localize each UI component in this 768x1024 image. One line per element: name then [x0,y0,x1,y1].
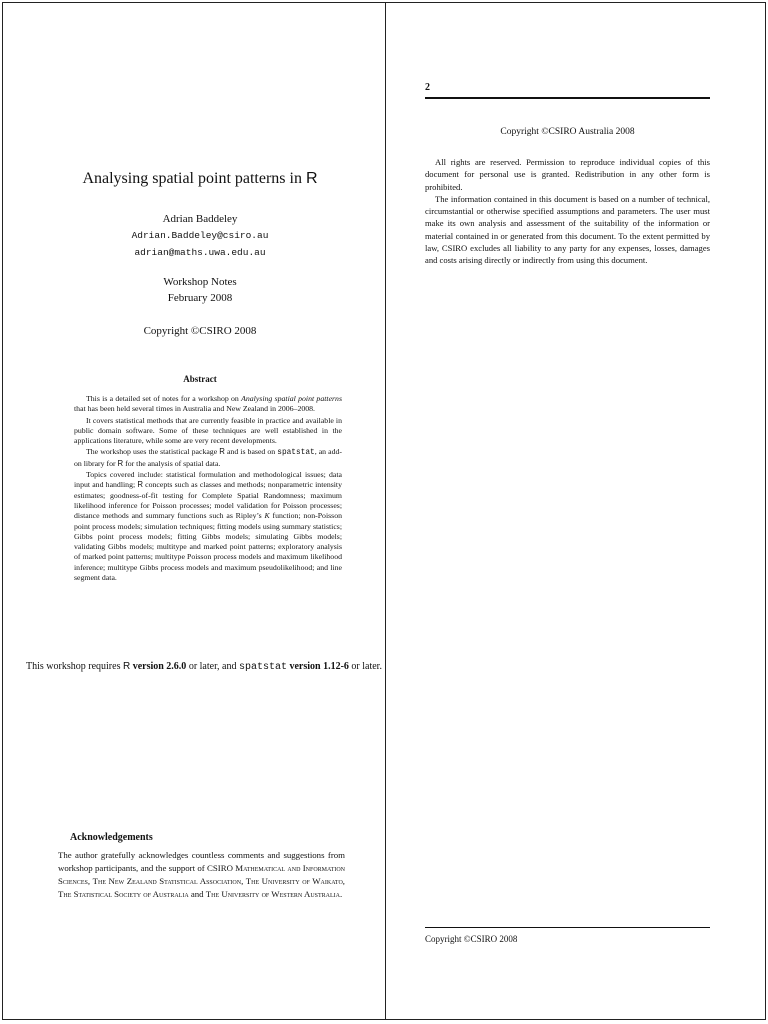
acknowledgements-body: The author gratefully acknowledges countless comments and suggestions from workshop participants, and the support of CSIRO Mathematical and Information Sciences, The New Zealand Statistical Association, The University of Waikato, The Statistical Society of Australia and The University of Western Australia. [58,850,345,899]
right-page [386,0,768,1024]
spatstat-package-name: spatstat [277,449,315,458]
title-text: Analysing spatial point patterns in [82,170,306,187]
rights-paragraph-2: The information contained in this document is based on a number of technical, circumstantial or otherwise specified assumptions and parameters. The user must make its own analysis and assessment of the suitability of the information or material contained in or generated from this document. To the extent permitted by law, CSIRO excludes all liability to any party for any expenses, losses, damages and costs arising directly or indirectly from using this document. [425,193,710,266]
left-copyright: Copyright ©CSIRO 2008 [143,325,257,337]
spatstat-version: version 1.12-6 [286,661,349,672]
abstract-paragraph-4: Topics covered include: statistical formulation and methodological issues; data input and handling; R concepts such as classes and methods; nonparametric intensity estimates; goodness-of-fit testing for Complete Spatial Randomness; maximum likelihood inference for Poisson processes; model validation for Poisson processes; distance methods and summary functions such as Ripley’s K function; non-Poisson point process models; simulation techniques; fitting models using summary statistics; Gibbs point process models; fitting Gibbs models; simulating Gibbs models; validating Gibbs models; multitype and marked point patterns; exploratory analysis of marked point patterns; multitype Poisson process models and maximum likelihood inference; multitype Gibbs process models and maximum pseudolikelihood; and line segment data. [74,470,342,583]
abstract-paragraph-1: This is a detailed set of notes for a workshop on Analysing spatial point patterns that has been held several times in Australia and New Zealand in 2006–2008. [74,394,342,414]
r-version: version 2.6.0 [130,661,187,672]
header-rule [425,97,710,99]
document-date: February 2008 [167,292,233,304]
workshop-title-italic: Analysing spatial point patterns [241,394,342,403]
rights-paragraph-1: All rights are reserved. Permission to reproduce individual copies of this document for personal use is granted. Redistribution in any other form is prohibited. [425,157,710,192]
right-copyright: Copyright ©CSIRO Australia 2008 [500,127,635,137]
abstract-paragraph-3: The workshop uses the statistical package R and is based on spatstat, an add-on library for R for the analysis of spatial data. [74,447,343,468]
footer-copyright: Copyright ©CSIRO 2008 [425,934,518,944]
author-name: Adrian Baddeley [162,213,238,225]
page-number: 2 [425,82,430,93]
author-email-csiro: Adrian.Baddeley@csiro.au [131,230,269,241]
footer-rule [425,927,710,928]
abstract-heading: Abstract [183,374,217,384]
author-email-uwa: adrian@maths.uwa.edu.au [134,247,266,258]
acknowledgements-heading: Acknowledgements [70,832,153,843]
abstract-body [74,394,342,584]
requirements-statement: This workshop requires R version 2.6.0 or later, and spatstat version 1.12-6 or later. [26,661,382,673]
rights-statement [425,156,710,267]
abstract-paragraph-2: It covers statistical methods that are currently feasible in practice and available in public domain software. Some of these techniques are well established in the applications literature, while some are very recent developments. [74,415,342,446]
document-title [0,170,400,188]
notes-type: Workshop Notes [163,276,237,288]
title-r: R [305,170,318,187]
